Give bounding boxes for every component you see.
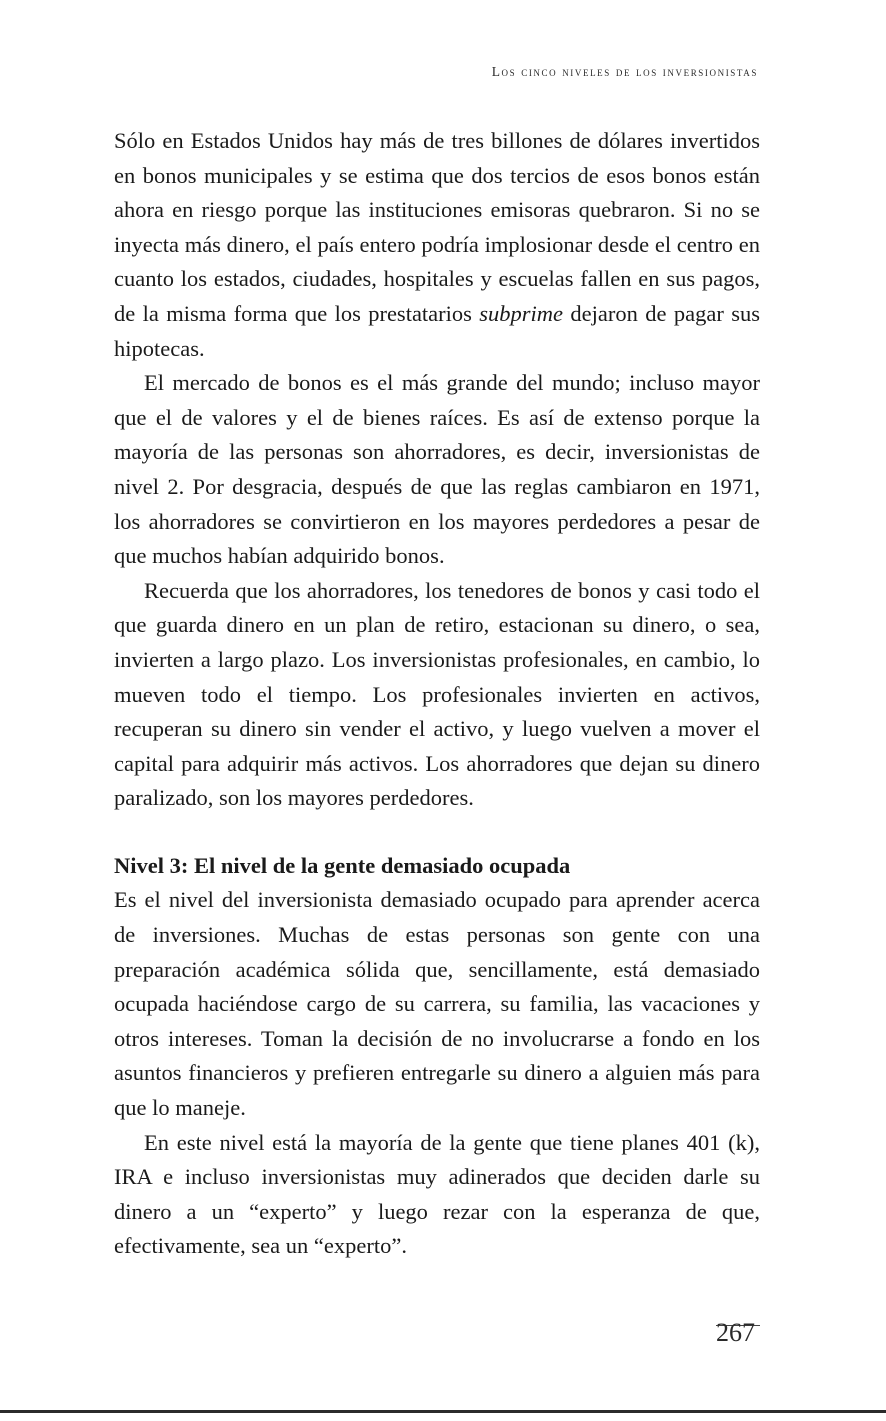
paragraph-5: En este nivel está la mayoría de la gente que tiene planes 401 (k), IRA e incluso inversionistas muy adinerados que deciden darle su dinero a un “experto” y luego rezar con la esperanza de que, efectivamente, sea un “experto”. [114, 1129, 760, 1259]
paragraph-3: Recuerda que los ahorradores, los tenedores de bonos y casi todo el que guarda dinero en un plan de retiro, estacionan su dinero, o sea, invierten a largo plazo. Los inversionistas profesionales, en cambio, lo mueven todo el tiempo. Los profesionales invierten en activos, recuperan su dinero sin vender el activo, y luego vuelven a mover el capital para adquirir más activos. Los ahorradores que dejan su dinero paralizado, son los mayores perdedores. [114, 577, 760, 811]
page-body [114, 124, 760, 1264]
paragraph-1-text: Sólo en Estados Unidos hay más de tres billones de dólares invertidos en bonos municipales y se estima que dos tercios de esos bonos están ahora en riesgo porque las instituciones emisoras quebraron. Si no se inyecta más dinero, el país entero podría implosionar desde el centro en cuanto los estados, ciudades, hospitales y escuelas fallen en sus pagos, de la misma forma que los prestatarios [114, 128, 760, 326]
section-heading: Nivel 3: El nivel de la gente demasiado ocupada [114, 852, 571, 878]
paragraph-1-text-end: dejaron de pagar sus hipotecas. [114, 300, 760, 361]
paragraph-4: Es el nivel del inversionista demasiado ocupado para aprender acerca de inversiones. Muchas de estas personas son gente con una preparación académica sólida que, sencillamente, está demasiado ocupada haciéndose cargo de su carrera, su familia, las vacaciones y otros intereses. Toman la decisión de no involucrarse a fondo en los asuntos financieros y prefieren entregarle su dinero a alguien más para que lo maneje. [114, 887, 760, 1121]
paragraph-1 [114, 124, 760, 366]
scan-bottom-edge [0, 1410, 886, 1421]
page-number: 267 [716, 1318, 755, 1347]
paragraph-2: El mercado de bonos es el más grande del mundo; incluso mayor que el de valores y el de bienes raíces. Es así de extenso porque la mayoría de las personas son ahorradores, es decir, inversionistas de nivel 2. Por desgracia, después de que las reglas cambiaron en 1971, los ahorradores se convirtieron en los mayores perdedores a pesar de que muchos habían adquirido bonos. [114, 370, 760, 569]
running-head: Los cinco niveles de los inversionistas [491, 64, 758, 79]
paragraph-1-italic-term: subprime [479, 300, 564, 326]
